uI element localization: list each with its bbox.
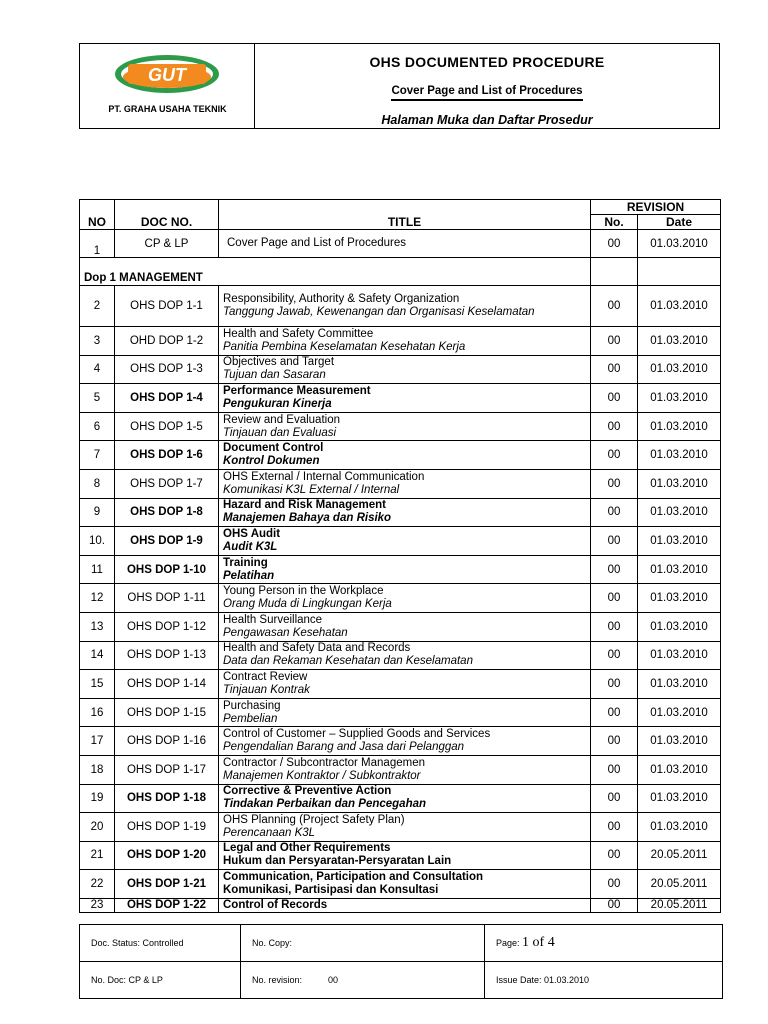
row-rev: 00 xyxy=(591,441,638,470)
row-title-en: Responsibility, Authority & Safety Organization xyxy=(223,293,460,305)
row-title xyxy=(219,384,591,413)
row-rev: 00 xyxy=(591,784,638,813)
row-rev: 00 xyxy=(591,698,638,727)
row-no: 10. xyxy=(80,527,115,556)
row-title-en: Review and Evaluation xyxy=(223,413,340,426)
row-no: 13 xyxy=(80,612,115,641)
table-row xyxy=(80,612,721,641)
row-doc-no: OHS DOP 1-15 xyxy=(115,698,219,727)
row-title-en: Training xyxy=(223,556,268,569)
row-date: 01.03.2010 xyxy=(638,555,721,584)
row-title-id: Tanggung Jawab, Kewenangan dan Organisasi Keselamatan xyxy=(223,306,535,318)
row-title xyxy=(219,412,591,441)
row-doc-no: OHS DOP 1-4 xyxy=(115,384,219,413)
row-rev: 00 xyxy=(591,813,638,842)
row-no: 12 xyxy=(80,584,115,613)
row-date: 01.03.2010 xyxy=(638,670,721,699)
row-rev: 00 xyxy=(591,841,638,870)
row-date: 01.03.2010 xyxy=(638,498,721,527)
footer-page-value: 1 of 4 xyxy=(522,935,555,950)
row-no: 17 xyxy=(80,727,115,756)
logo-cell xyxy=(80,44,255,128)
row-date: 01.03.2010 xyxy=(638,327,721,356)
footer-doc-status: Doc. Status: Controlled xyxy=(80,925,241,962)
row-title xyxy=(219,327,591,356)
row-title-en: Corrective & Preventive Action xyxy=(223,785,392,798)
row-title-id: Tinjauan Kontrak xyxy=(223,683,310,696)
row-rev: 00 xyxy=(591,870,638,899)
document-title: OHS DOCUMENTED PROCEDURE xyxy=(369,54,605,70)
row-title-id: Pelatihan xyxy=(223,569,275,582)
table-row xyxy=(80,813,721,842)
row-doc-no: OHS DOP 1-16 xyxy=(115,727,219,756)
row-title-en: Document Control xyxy=(223,442,324,455)
header-titles xyxy=(255,44,719,128)
row-rev: 00 xyxy=(591,898,638,912)
table-row xyxy=(80,641,721,670)
row-title-en: Legal and Other Requirements xyxy=(223,842,391,855)
footer-no-revision-value: 00 xyxy=(328,975,339,985)
row-date: 01.03.2010 xyxy=(638,412,721,441)
row-title-en: Purchasing xyxy=(223,699,281,712)
table-row xyxy=(80,898,721,912)
row-no: 22 xyxy=(80,870,115,899)
row-no: 4 xyxy=(80,355,115,384)
row-date: 20.05.2011 xyxy=(638,841,721,870)
row-title-en: Performance Measurement xyxy=(223,384,371,397)
row-date: 01.03.2010 xyxy=(638,698,721,727)
row-no: 7 xyxy=(80,441,115,470)
header-title: TITLE xyxy=(219,200,591,230)
company-logo xyxy=(114,54,220,94)
row-date: 01.03.2010 xyxy=(638,727,721,756)
row-doc-no: OHS DOP 1-12 xyxy=(115,612,219,641)
row-title-id: Pengendalian Barang and Jasa dari Pelanggan xyxy=(223,741,465,754)
row-doc-no: CP & LP xyxy=(115,230,219,258)
row-title-id: Tindakan Perbaikan dan Pencegahan xyxy=(223,798,427,811)
row-title-en: Control of Customer – Supplied Goods and Services xyxy=(223,728,491,741)
row-title xyxy=(219,498,591,527)
row-no: 8 xyxy=(80,469,115,498)
row-date: 01.03.2010 xyxy=(638,813,721,842)
row-doc-no: OHS DOP 1-3 xyxy=(115,355,219,384)
row-rev: 00 xyxy=(591,755,638,784)
row-title: Cover Page and List of Procedures xyxy=(219,230,591,258)
row-doc-no: OHS DOP 1-17 xyxy=(115,755,219,784)
table-row xyxy=(80,286,721,327)
row-title-id: Pengukuran Kinerja xyxy=(223,397,332,410)
row-doc-no: OHS DOP 1-20 xyxy=(115,841,219,870)
row-title-id: Pengawasan Kesehatan xyxy=(223,626,348,639)
row-title xyxy=(219,527,591,556)
row-rev: 00 xyxy=(591,527,638,556)
row-doc-no: OHS DOP 1-11 xyxy=(115,584,219,613)
row-title xyxy=(219,469,591,498)
row-title xyxy=(219,698,591,727)
row-title xyxy=(219,670,591,699)
table-row xyxy=(80,355,721,384)
row-rev: 00 xyxy=(591,670,638,699)
row-title xyxy=(219,555,591,584)
row-title xyxy=(219,355,591,384)
row-title xyxy=(219,813,591,842)
header-no: NO xyxy=(80,200,115,230)
row-rev: 00 xyxy=(591,612,638,641)
row-title xyxy=(219,898,591,912)
row-title xyxy=(219,641,591,670)
row-title-en: OHS Audit xyxy=(223,527,281,540)
row-doc-no: OHS DOP 1-7 xyxy=(115,469,219,498)
table-row xyxy=(80,841,721,870)
table-row xyxy=(80,527,721,556)
row-rev: 00 xyxy=(591,384,638,413)
row-no: 11 xyxy=(80,555,115,584)
row-date: 01.03.2010 xyxy=(638,355,721,384)
footer-no-revision-label: No. revision: xyxy=(252,975,303,985)
row-no: 6 xyxy=(80,412,115,441)
row-title-en: Objectives and Target xyxy=(223,356,335,369)
row-doc-no: OHS DOP 1-1 xyxy=(115,286,219,327)
row-rev: 00 xyxy=(591,727,638,756)
row-title-en: OHS Planning (Project Safety Plan) xyxy=(223,813,405,826)
row-title xyxy=(219,727,591,756)
document-subtitle: Cover Page and List of Procedures xyxy=(391,85,582,101)
row-rev: 00 xyxy=(591,327,638,356)
footer-page-label: Page: xyxy=(496,938,520,948)
row-title-id: Orang Muda di Lingkungan Kerja xyxy=(223,598,392,611)
row-rev: 00 xyxy=(591,469,638,498)
row-doc-no: OHS DOP 1-14 xyxy=(115,670,219,699)
table-row xyxy=(80,584,721,613)
row-rev: 00 xyxy=(591,230,638,258)
row-no: 3 xyxy=(80,327,115,356)
row-doc-no: OHS DOP 1-19 xyxy=(115,813,219,842)
document-footer xyxy=(79,924,723,999)
table-row xyxy=(80,755,721,784)
document-subtitle-id: Halaman Muka dan Daftar Prosedur xyxy=(381,113,593,127)
logo-text: GUT xyxy=(148,65,186,85)
header-rev-no: No. xyxy=(591,215,638,230)
row-title-en: OHS External / Internal Communication xyxy=(223,470,425,483)
row-date: 01.03.2010 xyxy=(638,755,721,784)
row-no: 9 xyxy=(80,498,115,527)
row-title xyxy=(219,441,591,470)
row-title-en: Health and Safety Data and Records xyxy=(223,642,411,655)
row-title-id: Tinjauan dan Evaluasi xyxy=(223,426,337,439)
section-row xyxy=(80,258,721,286)
row-title xyxy=(219,286,591,327)
row-doc-no: OHS DOP 1-21 xyxy=(115,870,219,899)
row-title xyxy=(219,784,591,813)
row-doc-no: OHS DOP 1-22 xyxy=(115,898,219,912)
row-date: 01.03.2010 xyxy=(638,441,721,470)
row-date: 01.03.2010 xyxy=(638,286,721,327)
row-no: 21 xyxy=(80,841,115,870)
table-row-cover xyxy=(80,230,721,258)
row-date: 20.05.2011 xyxy=(638,870,721,899)
row-no: 15 xyxy=(80,670,115,699)
row-title xyxy=(219,755,591,784)
row-no: 23 xyxy=(80,898,115,912)
footer-no-doc: No. Doc: CP & LP xyxy=(80,962,241,999)
row-rev: 00 xyxy=(591,355,638,384)
row-date: 01.03.2010 xyxy=(638,230,721,258)
row-no: 1 xyxy=(80,230,115,258)
row-date: 01.03.2010 xyxy=(638,469,721,498)
row-title-id: Tujuan dan Sasaran xyxy=(223,369,326,382)
row-title-id: Komunikasi, Partisipasi dan Konsultasi xyxy=(223,884,439,897)
footer-page xyxy=(485,925,723,962)
row-title xyxy=(219,870,591,899)
row-title xyxy=(219,612,591,641)
row-date: 20.05.2011 xyxy=(638,898,721,912)
table-row xyxy=(80,555,721,584)
row-title-en: Control of Records xyxy=(223,898,328,911)
row-title-id: Perencanaan K3L xyxy=(223,826,316,839)
row-title-id: Hukum dan Persyaratan-Persyaratan Lain xyxy=(223,855,452,868)
row-doc-no: OHS DOP 1-13 xyxy=(115,641,219,670)
row-no: 2 xyxy=(80,286,115,327)
table-row xyxy=(80,441,721,470)
row-rev: 00 xyxy=(591,641,638,670)
table-row xyxy=(80,384,721,413)
table-row xyxy=(80,870,721,899)
row-doc-no: OHS DOP 1-6 xyxy=(115,441,219,470)
header-date: Date xyxy=(638,215,721,230)
footer-no-revision xyxy=(241,962,485,999)
row-title-id: Komunikasi K3L External / Internal xyxy=(223,483,400,496)
row-title xyxy=(219,584,591,613)
row-no: 14 xyxy=(80,641,115,670)
row-doc-no: OHS DOP 1-18 xyxy=(115,784,219,813)
row-date: 01.03.2010 xyxy=(638,612,721,641)
table-row xyxy=(80,727,721,756)
row-title-en: Young Person in the Workplace xyxy=(223,585,384,598)
row-rev: 00 xyxy=(591,584,638,613)
row-title-id: Audit K3L xyxy=(223,540,278,553)
footer-no-copy: No. Copy: xyxy=(241,925,485,962)
header-doc-no: DOC NO. xyxy=(115,200,219,230)
header-revision: REVISION xyxy=(591,200,721,215)
row-title-id: Kontrol Dokumen xyxy=(223,455,320,468)
row-title-id: Panitia Pembina Keselamatan Kesehatan Kerja xyxy=(223,340,466,353)
row-title-id: Manajemen Kontraktor / Subkontraktor xyxy=(223,769,421,782)
row-rev: 00 xyxy=(591,286,638,327)
row-doc-no: OHD DOP 1-2 xyxy=(115,327,219,356)
row-title-en: Communication, Participation and Consultation xyxy=(223,871,484,884)
row-no: 5 xyxy=(80,384,115,413)
row-title xyxy=(219,841,591,870)
table-row xyxy=(80,469,721,498)
company-name: PT. GRAHA USAHA TEKNIK xyxy=(108,104,227,114)
row-title-en: Hazard and Risk Management xyxy=(223,499,386,512)
section-label: Dop 1 MANAGEMENT xyxy=(80,258,591,286)
row-rev: 00 xyxy=(591,412,638,441)
row-date: 01.03.2010 xyxy=(638,384,721,413)
table-row xyxy=(80,412,721,441)
row-date: 01.03.2010 xyxy=(638,641,721,670)
row-title-en: Contractor / Subcontractor Managemen xyxy=(223,756,425,769)
document-header xyxy=(79,43,720,129)
table-row xyxy=(80,327,721,356)
footer-issue-date: Issue Date: 01.03.2010 xyxy=(485,962,723,999)
row-date: 01.03.2010 xyxy=(638,584,721,613)
procedures-table xyxy=(79,199,721,913)
row-doc-no: OHS DOP 1-8 xyxy=(115,498,219,527)
row-no: 18 xyxy=(80,755,115,784)
row-no: 16 xyxy=(80,698,115,727)
row-rev: 00 xyxy=(591,555,638,584)
row-no: 20 xyxy=(80,813,115,842)
row-title-en: Contract Review xyxy=(223,670,308,683)
row-doc-no: OHS DOP 1-5 xyxy=(115,412,219,441)
table-row xyxy=(80,498,721,527)
row-date: 01.03.2010 xyxy=(638,784,721,813)
row-title-id: Data dan Rekaman Kesehatan dan Keselamatan xyxy=(223,655,473,668)
row-title-en: Health Surveillance xyxy=(223,613,323,626)
row-title-en: Health and Safety Committee xyxy=(223,327,374,340)
row-doc-no: OHS DOP 1-9 xyxy=(115,527,219,556)
table-row xyxy=(80,784,721,813)
row-date: 01.03.2010 xyxy=(638,527,721,556)
row-title-id: Manajemen Bahaya dan Risiko xyxy=(223,512,392,525)
row-rev: 00 xyxy=(591,498,638,527)
table-row xyxy=(80,698,721,727)
table-row xyxy=(80,670,721,699)
row-title-id: Pembelian xyxy=(223,712,278,725)
row-doc-no: OHS DOP 1-10 xyxy=(115,555,219,584)
row-no: 19 xyxy=(80,784,115,813)
